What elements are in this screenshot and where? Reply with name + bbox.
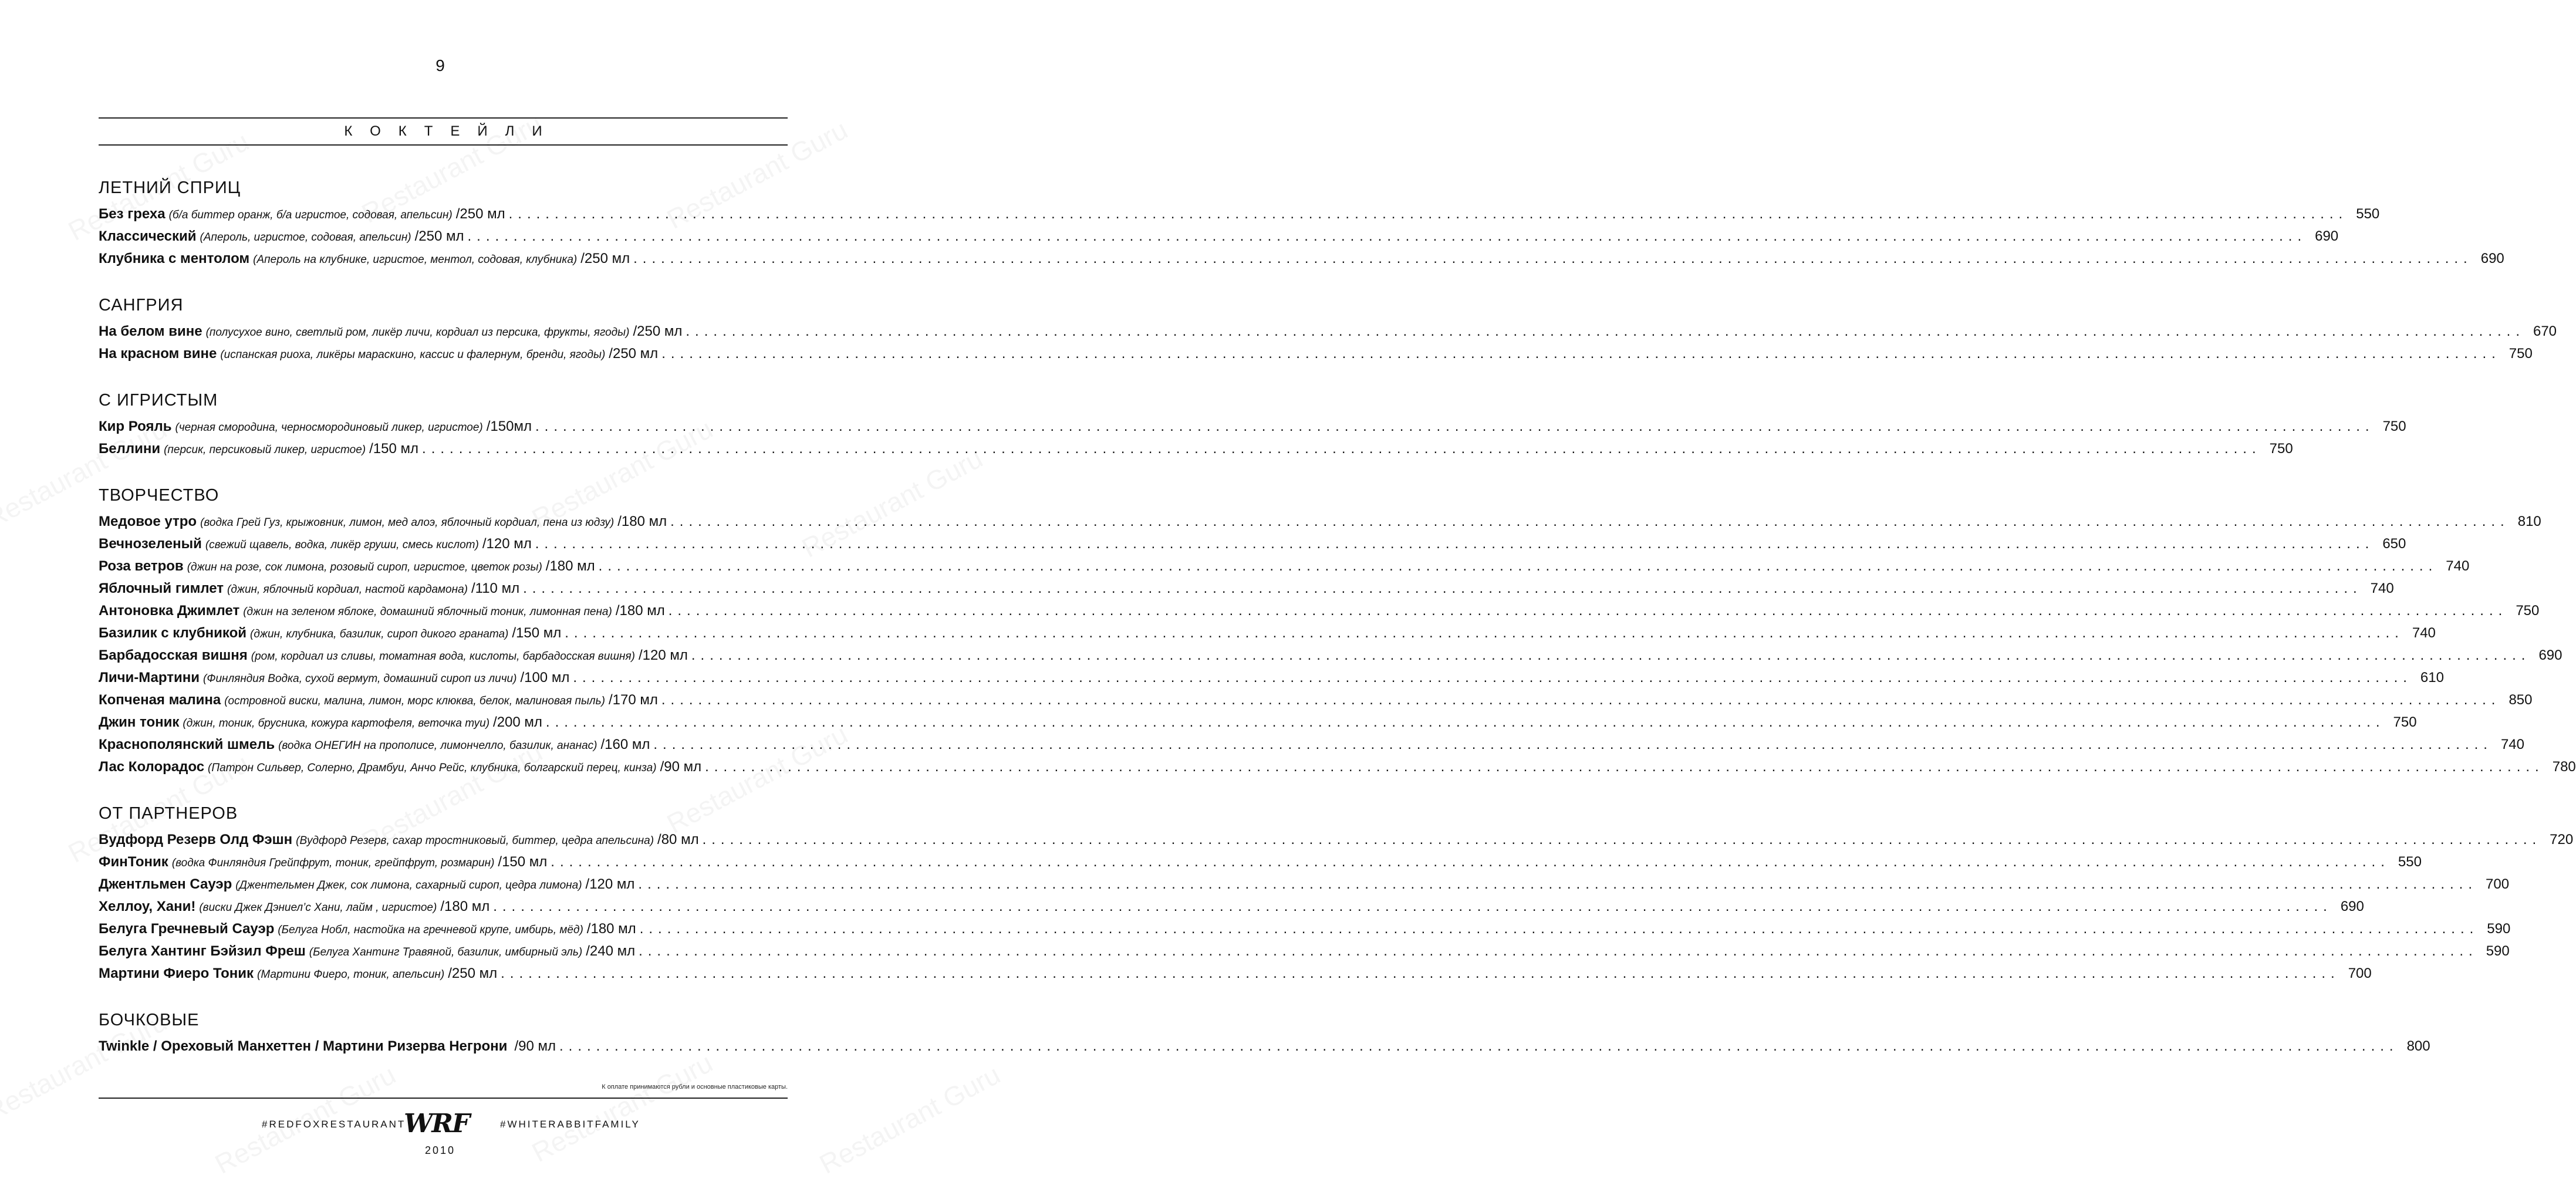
dot-leader: ........................................................................................................................................................................................................ xyxy=(523,580,2362,596)
menu-item xyxy=(99,896,2364,918)
item-name: Классический xyxy=(99,228,197,244)
menu-item xyxy=(99,622,2436,644)
item-price: 690 xyxy=(2480,251,2504,266)
item-volume: /80 мл xyxy=(657,832,699,848)
item-volume: /240 мл xyxy=(586,943,636,959)
item-price: 750 xyxy=(2393,714,2417,730)
menu-item xyxy=(99,248,2504,270)
item-price: 810 xyxy=(2517,514,2541,529)
item-price: 740 xyxy=(2446,558,2470,574)
item-price: 740 xyxy=(2500,737,2524,752)
dot-leader: ........................................................................................................................................................................................................ xyxy=(508,206,2348,222)
item-price: 740 xyxy=(2412,625,2436,641)
dot-leader: ........................................................................................................................................................................................................ xyxy=(422,441,2261,457)
dot-leader: ........................................................................................................................................................................................................ xyxy=(559,1038,2399,1054)
dot-leader: ........................................................................................................................................................................................................ xyxy=(705,759,2544,775)
dot-leader: ........................................................................................................................................................................................................ xyxy=(639,921,2479,937)
menu-item xyxy=(99,644,2563,667)
item-price: 650 xyxy=(2382,536,2406,552)
dot-leader: ........................................................................................................................................................................................................ xyxy=(467,228,2307,244)
menu-item xyxy=(99,918,2511,940)
item-description: (джин, тоник, брусника, кожура картофеля, веточка туи) xyxy=(183,717,490,730)
item-description: (Мартини Фиеро, тоник, апельсин) xyxy=(257,968,445,981)
item-price: 750 xyxy=(2516,603,2540,619)
item-description: (Белуга Хантинг Травяной, базилик, имбирный эль) xyxy=(309,946,583,958)
item-description: (Финляндия Водка, сухой вермут, домашний сироп из личи) xyxy=(203,673,517,685)
item-name: Роза ветров xyxy=(99,558,184,574)
item-volume: /120 мл xyxy=(482,536,532,552)
item-name: Базилик с клубникой xyxy=(99,625,247,641)
section-heading: ЛЕТНИЙ СПРИЦ xyxy=(99,178,241,197)
menu-item xyxy=(99,533,2406,555)
section-heading: ТВОРЧЕСТВО xyxy=(99,486,220,505)
item-description: (б/а биттер оранж, б/а игристое, содовая, апельсин) xyxy=(168,209,453,221)
item-volume: /90 мл xyxy=(514,1038,556,1054)
menu-item xyxy=(99,225,2339,248)
item-description: (Белуга Нобл, настойка на гречневой крупе, имбирь, мёд) xyxy=(278,924,583,936)
item-description: (виски Джек Дэниел’с Хани, лайм , игристое) xyxy=(199,902,437,914)
item-name: Медовое утро xyxy=(99,514,197,529)
item-volume: /150 мл xyxy=(369,441,419,457)
dot-leader: ........................................................................................................................................................................................................ xyxy=(535,536,2375,552)
footer-rule xyxy=(99,1098,788,1099)
item-name: Лас Колорадос xyxy=(99,759,205,775)
item-price: 550 xyxy=(2356,206,2380,222)
item-volume: /250 мл xyxy=(580,251,630,266)
item-description: (черная смородина, черносмородиновый ликер, игристое) xyxy=(175,421,483,434)
item-description: (Апероль на клубнике, игристое, ментол, содовая, клубника) xyxy=(253,254,578,266)
menu-item xyxy=(99,940,2510,963)
item-description: (испанская риоха, ликёры мараскино, кассис и фалернум, бренди, ягоды) xyxy=(220,349,606,361)
dot-leader: ........................................................................................................................................................................................................ xyxy=(668,603,2508,619)
page-title: КОКТЕЙЛИ xyxy=(344,123,560,139)
dot-leader: ........................................................................................................................................................................................................ xyxy=(551,854,2390,870)
dot-leader: ........................................................................................................................................................................................................ xyxy=(598,558,2438,574)
item-price: 670 xyxy=(2533,323,2557,339)
item-name: Мартини Фиеро Тоник xyxy=(99,965,254,981)
menu-item xyxy=(99,689,2533,711)
menu-item xyxy=(99,873,2510,896)
item-price: 800 xyxy=(2406,1038,2430,1054)
dot-leader: ........................................................................................................................................................................................................ xyxy=(535,418,2375,434)
item-volume: /250 мл xyxy=(448,965,498,981)
item-description: (водка Грей Гуз, крыжовник, лимон, мед алоэ, яблочный кордиал, пена из юдзу) xyxy=(200,516,615,529)
item-price: 720 xyxy=(2550,832,2574,848)
item-name: Джин тоник xyxy=(99,714,180,730)
item-volume: /250 мл xyxy=(609,346,659,362)
menu-section xyxy=(99,389,2406,460)
item-name: Без греха xyxy=(99,206,166,222)
watermark xyxy=(814,1058,1005,1180)
page-number: 9 xyxy=(435,56,445,75)
cocktail-menu xyxy=(99,176,2576,1081)
item-volume: /150 мл xyxy=(498,854,548,870)
item-price: 750 xyxy=(2269,441,2293,457)
menu-item xyxy=(99,734,2524,756)
item-volume: /180 мл xyxy=(545,558,595,574)
item-price: 610 xyxy=(2420,670,2444,686)
item-name: Краснополянский шмель xyxy=(99,737,275,752)
item-price: 700 xyxy=(2486,876,2510,892)
item-price: 850 xyxy=(2509,692,2533,708)
payment-note: К оплате принимаются рубли и основные пластиковые карты. xyxy=(602,1083,788,1090)
dot-leader: ........................................................................................................................................................................................................ xyxy=(670,514,2510,529)
menu-section xyxy=(99,484,2576,778)
dot-leader: ........................................................................................................................................................................................................ xyxy=(653,737,2493,752)
item-volume: /180 мл xyxy=(615,603,665,619)
item-price: 590 xyxy=(2487,921,2511,937)
dot-leader: ........................................................................................................................................................................................................ xyxy=(493,899,2332,914)
year-label: 2010 xyxy=(424,1144,456,1156)
menu-section xyxy=(99,1008,2430,1058)
item-volume: /150мл xyxy=(486,418,532,434)
menu-item xyxy=(99,416,2406,438)
item-description: (полусухое вино, светлый ром, ликёр личи, кордиал из персика, фрукты, ягоды) xyxy=(205,326,630,339)
item-name: Хеллоу, Хани! xyxy=(99,899,196,914)
dot-leader: ........................................................................................................................................................................................................ xyxy=(501,965,2340,981)
item-volume: /90 мл xyxy=(660,759,702,775)
menu-section xyxy=(99,176,2504,270)
item-volume: /180 мл xyxy=(617,514,667,529)
item-description: (джин, клубника, базилик, сироп дикого граната) xyxy=(250,628,509,640)
dot-leader: ........................................................................................................................................................................................................ xyxy=(691,647,2531,663)
section-heading: С ИГРИСТЫМ xyxy=(99,391,218,410)
item-description: (ром, кордиал из сливы, томатная вода, кислоты, барбадосская вишня) xyxy=(251,650,635,663)
menu-item xyxy=(99,578,2394,600)
menu-item xyxy=(99,756,2576,778)
item-description: (островной виски, малина, лимон, морс клюква, белок, малиновая пыль) xyxy=(224,695,605,707)
item-price: 780 xyxy=(2552,759,2576,775)
menu-item xyxy=(99,600,2540,622)
menu-item xyxy=(99,438,2293,460)
item-name: Белуга Гречневый Сауэр xyxy=(99,921,275,937)
item-name: Беллини xyxy=(99,441,161,457)
item-description: (Вудфорд Резерв, сахар тростниковый, биттер, цедра апельсина) xyxy=(296,835,654,847)
hashtag-redfox: #REDFOXRESTAURANT xyxy=(262,1119,406,1130)
menu-item xyxy=(99,203,2380,225)
item-volume: /180 мл xyxy=(440,899,490,914)
item-price: 690 xyxy=(2340,899,2364,914)
item-name: Личи-Мартини xyxy=(99,670,200,686)
item-name: Вудфорд Резерв Олд Фэшн xyxy=(99,832,293,848)
item-name: Белуга Хантинг Бэйзил Фреш xyxy=(99,943,306,959)
item-price: 700 xyxy=(2348,965,2372,981)
item-volume: /250 мл xyxy=(633,323,683,339)
item-volume: /170 мл xyxy=(608,692,658,708)
menu-section xyxy=(99,293,2557,365)
menu-item xyxy=(99,555,2470,578)
item-name: Яблочный гимлет xyxy=(99,580,224,596)
item-name: На белом вине xyxy=(99,323,202,339)
item-description: (джин на розе, сок лимона, розовый сироп, игристое, цветок розы) xyxy=(187,561,542,573)
header-rule-top xyxy=(99,117,788,119)
section-heading: ОТ ПАРТНЕРОВ xyxy=(99,804,238,823)
dot-leader: ........................................................................................................................................................................................................ xyxy=(639,943,2478,959)
item-volume: /180 мл xyxy=(586,921,636,937)
item-name: Антоновка Джимлет xyxy=(99,603,240,619)
dot-leader: ........................................................................................................................................................................................................ xyxy=(573,670,2412,686)
item-price: 750 xyxy=(2382,418,2406,434)
dot-leader: ........................................................................................................................................................................................................ xyxy=(686,323,2525,339)
wrf-logo: WRF xyxy=(404,1109,470,1139)
item-description: (водка ОНЕГИН на прополисе, лимончелло, базилик, ананас) xyxy=(278,740,597,752)
item-volume: /200 мл xyxy=(493,714,542,730)
menu-section xyxy=(99,802,2574,985)
menu-item xyxy=(99,1035,2430,1058)
item-name: Джентльмен Сауэр xyxy=(99,876,232,892)
item-volume: /100 мл xyxy=(520,670,570,686)
item-name: Барбадосская вишня xyxy=(99,647,248,663)
header-rule-bottom xyxy=(99,144,788,146)
item-description: (свежий щавель, водка, ликёр груши, смесь кислот) xyxy=(205,539,479,551)
dot-leader: ........................................................................................................................................................................................................ xyxy=(638,876,2478,892)
item-price: 590 xyxy=(2486,943,2510,959)
item-description: (персик, персиковый ликер, игристое) xyxy=(164,444,366,456)
dot-leader: ........................................................................................................................................................................................................ xyxy=(702,832,2542,848)
item-price: 750 xyxy=(2509,346,2533,362)
dot-leader: ........................................................................................................................................................................................................ xyxy=(633,251,2473,266)
menu-item xyxy=(99,343,2533,365)
dot-leader: ........................................................................................................................................................................................................ xyxy=(565,625,2404,641)
item-name: На красном вине xyxy=(99,346,217,362)
item-name: Клубника с ментолом xyxy=(99,251,250,266)
item-name: ФинТоник xyxy=(99,854,168,870)
item-description: (джин на зеленом яблоке, домашний яблочный тоник, лимонная пена) xyxy=(243,606,612,618)
section-heading: САНГРИЯ xyxy=(99,296,184,315)
item-volume: /250 мл xyxy=(455,206,505,222)
item-volume: /110 мл xyxy=(471,580,520,596)
item-price: 740 xyxy=(2370,580,2394,596)
menu-item xyxy=(99,963,2372,985)
menu-item xyxy=(99,829,2574,851)
item-description: (Патрон Сильвер, Солерно, Драмбуи, Анчо Рейс, клубника, болгарский перец, кинза) xyxy=(208,762,657,774)
item-name: Кир Рояль xyxy=(99,418,172,434)
item-name: Вечнозеленый xyxy=(99,536,202,552)
item-description: (джин, яблочный кордиал, настой кардамона) xyxy=(227,583,468,596)
item-volume: /250 мл xyxy=(414,228,464,244)
menu-item xyxy=(99,667,2444,689)
item-description: (Апероль, игристое, содовая, апельсин) xyxy=(200,231,411,244)
menu-item xyxy=(99,851,2422,873)
item-price: 690 xyxy=(2315,228,2339,244)
menu-item xyxy=(99,320,2557,343)
item-volume: /150 мл xyxy=(512,625,562,641)
hashtag-whiterabbit: #WHITERABBITFAMILY xyxy=(500,1119,640,1130)
item-name: Twinkle / Ореховый Манхеттен / Мартини Ризерва Негрони xyxy=(99,1038,508,1054)
section-heading: БОЧКОВЫЕ xyxy=(99,1011,200,1029)
item-volume: /120 мл xyxy=(638,647,688,663)
item-price: 550 xyxy=(2398,854,2422,870)
item-description: (Джентельмен Джек, сок лимона, сахарный сироп, цедра лимона) xyxy=(235,879,582,892)
dot-leader: ........................................................................................................................................................................................................ xyxy=(661,692,2501,708)
item-description: (водка Финляндия Грейпфрут, тоник, грейпфрут, розмарин) xyxy=(171,857,495,869)
item-price: 690 xyxy=(2538,647,2563,663)
item-volume: /120 мл xyxy=(585,876,635,892)
menu-item xyxy=(99,511,2541,533)
menu-item xyxy=(99,711,2417,734)
item-volume: /160 мл xyxy=(600,737,650,752)
dot-leader: ........................................................................................................................................................................................................ xyxy=(661,346,2501,362)
dot-leader: ........................................................................................................................................................................................................ xyxy=(545,714,2385,730)
item-name: Копченая малина xyxy=(99,692,221,708)
